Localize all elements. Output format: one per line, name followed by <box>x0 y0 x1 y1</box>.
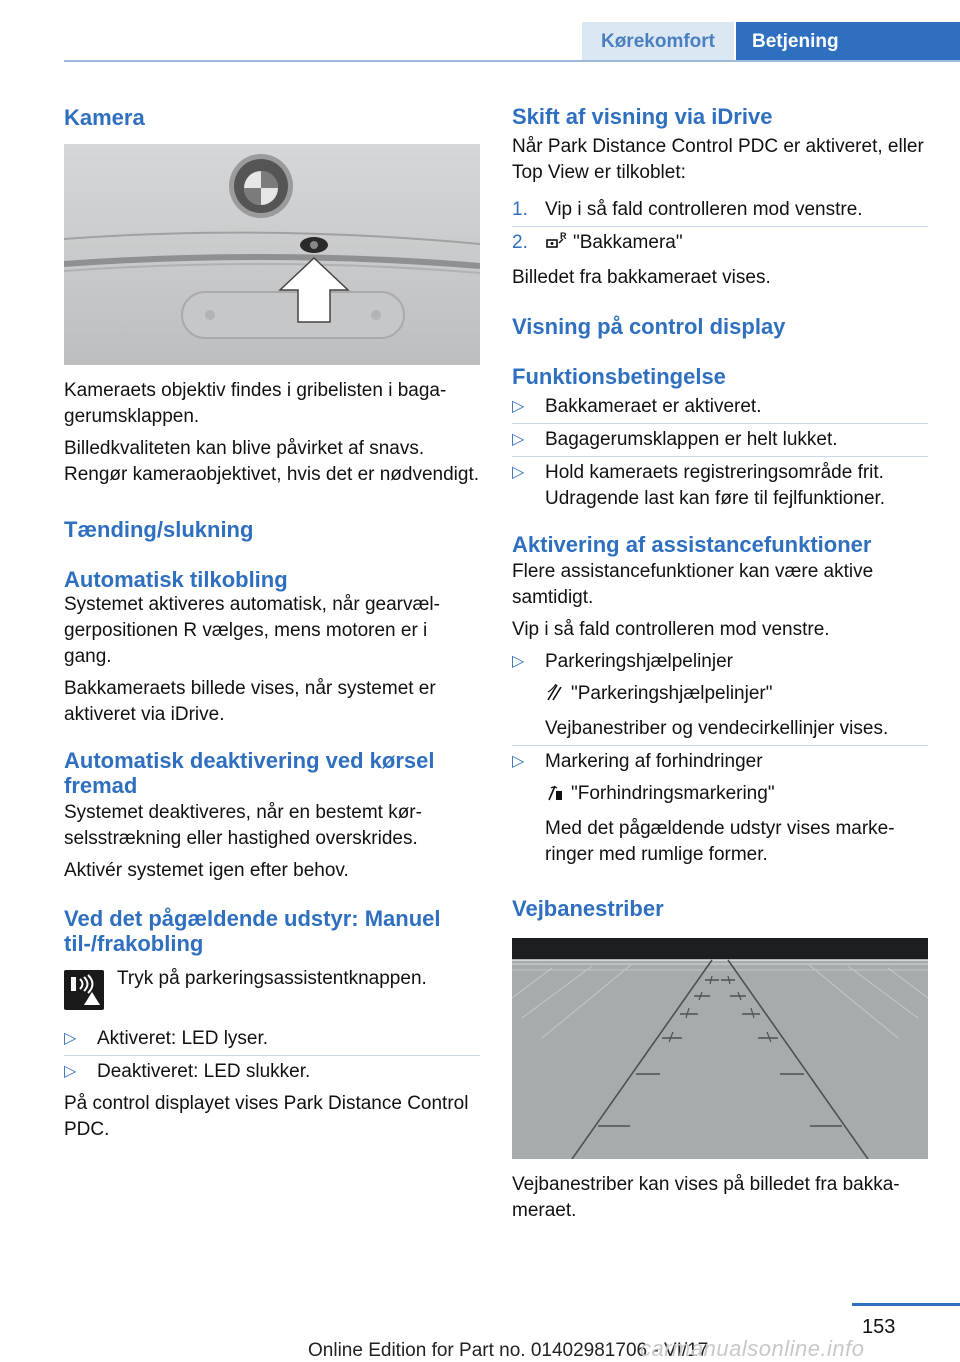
function-parking-lines-label: Parkeringshjælpelinjer <box>545 651 733 672</box>
auto-on-paragraph-2: Bakkameraets billede vises, når systemet er aktiveret via iDrive. <box>64 678 436 725</box>
function-parking-lines <box>512 649 928 742</box>
manual-heading: Ved det pågældende udstyr: Manuel til-/frakobling <box>64 906 441 956</box>
taending-heading: Tænding/slukning <box>64 517 254 542</box>
triangle-bullet-icon: ▷ <box>512 653 525 670</box>
left-column <box>64 104 480 1143</box>
page-number: 153 <box>862 1316 896 1338</box>
obstacle-marking-icon <box>545 782 571 810</box>
aktivering-paragraph-1: Flere assistancefunktioner kan være aktive samtidigt. <box>512 561 874 608</box>
park-assist-button-icon <box>64 970 104 1010</box>
divider <box>512 745 928 746</box>
function-parking-lines-menu-row <box>545 681 928 710</box>
aktivering-heading: Aktivering af assistancefunktioner <box>512 532 872 557</box>
step-2-number: 2. <box>512 232 528 253</box>
bullet-activated-text: Aktiveret: LED lyser. <box>97 1028 269 1049</box>
rear-camera-icon <box>545 231 573 259</box>
skift-heading: Skift af visning via iDrive <box>512 104 773 129</box>
function-parking-lines-desc: Vejbanestriber og vendecirkellinjer vises. <box>545 718 889 739</box>
step-1-text: Vip i så fald controlleren mod venstre. <box>545 199 863 220</box>
auto-off-paragraph-1: Systemet deaktiveres, når en bestemt kørselsstrækning eller hastighed overskrides. <box>64 802 422 849</box>
auto-off-heading: Automatisk deaktivering ved kørsel fremad <box>64 748 435 798</box>
condition-1-text: Bakkameraet er aktiveret. <box>545 396 762 417</box>
condition-3-text: Hold kameraets registreringsområde frit. Udragende last kan føre til fejlfunktioner. <box>545 462 886 509</box>
parking-lines-icon <box>545 682 571 710</box>
footer-rule <box>852 1303 960 1306</box>
bullet-activated <box>64 1026 480 1052</box>
triangle-bullet-icon: ▷ <box>512 464 525 481</box>
function-obstacle-marking <box>512 749 928 868</box>
kamera-paragraph-1: Kameraets objektiv findes i gribelisten i bagagerumsklappen. <box>64 380 447 427</box>
steps-after-paragraph: Billedet fra bakkameraet vises. <box>512 267 771 288</box>
bullet-deactivated-text: Deaktiveret: LED slukker. <box>97 1061 311 1082</box>
step-2-text: "Bakkamera" <box>573 232 683 253</box>
bullet-deactivated <box>64 1059 480 1085</box>
condition-2-text: Bagagerumsklappen er helt lukket. <box>545 429 838 450</box>
triangle-bullet-icon: ▷ <box>512 431 525 448</box>
vejbane-paragraph: Vejbanestriber kan vises på billedet fra bakkameraet. <box>512 1174 900 1221</box>
svg-text:R: R <box>560 231 567 241</box>
header-tab-chapter: Betjening <box>736 22 960 62</box>
kamera-paragraph-2: Billedkvaliteten kan blive påvirket af snavs. Rengør kameraobjektivet, hvis det er nødvendigt. <box>64 438 480 485</box>
step-1-number: 1. <box>512 199 528 220</box>
right-column <box>512 104 928 1224</box>
vejbane-heading: Vejbanestriber <box>512 896 664 921</box>
step-1 <box>512 197 928 223</box>
function-obstacle-marking-menu: "Forhindringsmarkering" <box>571 783 775 804</box>
condition-2 <box>512 427 928 453</box>
edition-text: Online Edition for Part no. 01402981706 - VI/17 <box>308 1340 709 1361</box>
kamera-heading: Kamera <box>64 105 145 130</box>
condition-1 <box>512 394 928 420</box>
tailgate-camera-illustration <box>64 144 480 365</box>
closing-paragraph: På control displayet vises Park Distance Control PDC. <box>64 1093 469 1140</box>
function-obstacle-marking-menu-row <box>545 781 928 810</box>
funktion-heading: Funktionsbetingelse <box>512 364 726 389</box>
triangle-bullet-icon: ▷ <box>64 1030 77 1047</box>
divider <box>64 1055 480 1056</box>
function-parking-lines-menu: "Parkeringshjælpelinjer" <box>571 683 773 704</box>
tailgate-camera-image <box>64 144 480 365</box>
divider <box>512 423 928 424</box>
auto-off-paragraph-2: Aktivér systemet igen efter behov. <box>64 860 349 881</box>
manual-button-row <box>64 966 480 1020</box>
watermark: carmanualsonline.info <box>640 1336 865 1361</box>
manual-button-text: Tryk på parkeringsassistentknappen. <box>117 968 427 989</box>
header-rule <box>64 60 960 62</box>
auto-on-heading: Automatisk tilkobling <box>64 567 288 592</box>
function-obstacle-marking-desc: Med det pågældende udstyr vises markeringer med rumlige former. <box>545 818 895 865</box>
triangle-bullet-icon: ▷ <box>64 1063 77 1080</box>
triangle-bullet-icon: ▷ <box>512 753 525 770</box>
lane-lines-illustration <box>512 938 928 1159</box>
lane-lines-image <box>512 938 928 1159</box>
step-2 <box>512 230 928 259</box>
divider <box>512 226 928 227</box>
condition-3 <box>512 460 928 512</box>
skift-paragraph: Når Park Distance Control PDC er aktiveret, eller Top View er tilkoblet: <box>512 136 924 183</box>
triangle-bullet-icon: ▷ <box>512 398 525 415</box>
function-obstacle-marking-label: Markering af forhindringer <box>545 751 763 772</box>
auto-on-paragraph-1: Systemet aktiveres automatisk, når gearvælgerpositionen R vælges, mens motoren er i gang. <box>64 594 440 667</box>
aktivering-paragraph-2: Vip i så fald controlleren mod venstre. <box>512 619 830 640</box>
header-tab-section: Kørekomfort <box>582 22 734 62</box>
visning-heading: Visning på control display <box>512 314 786 339</box>
divider <box>512 456 928 457</box>
